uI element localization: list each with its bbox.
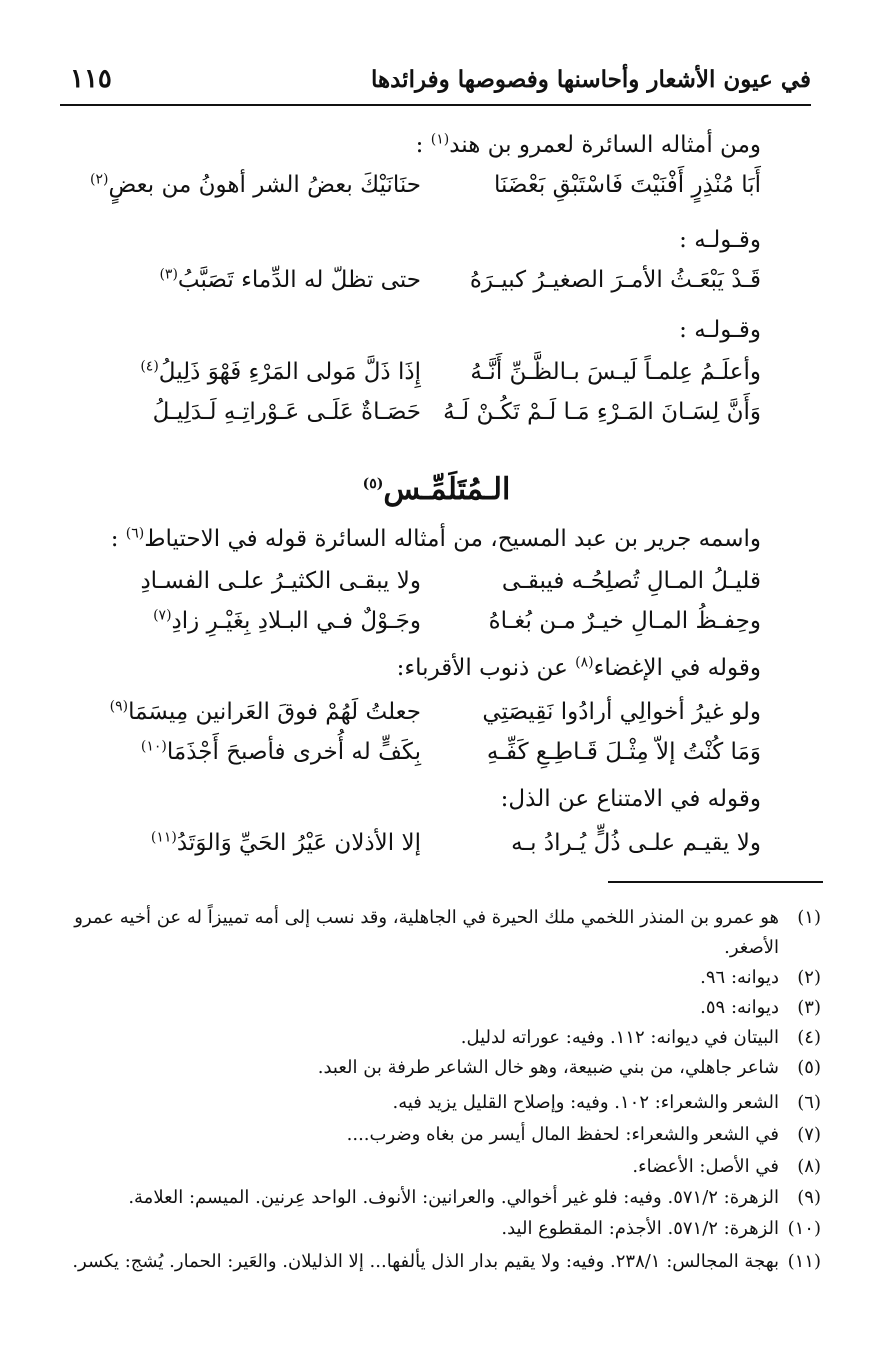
footnote-number: (٩) [797,1187,821,1208]
footnote-item [70,1120,821,1150]
verse-second-half-text: حتى تظلّ له الدِّماء تَصَبَّبُ [177,267,421,293]
footnote-text: البيتان في ديوانه: ١١٢. وفيه: عوراته لدليل. [460,1027,779,1048]
verse-first-half: ولو غيرُ أخوالِي أرادُوا نَقِيصَتِي [482,699,761,725]
footnote-ref: (١٠) [140,738,167,755]
section-heading [0,472,873,507]
verse-second-half [90,170,421,200]
footnote-text: في الأصل: الأعضاء. [632,1156,779,1177]
intro-line: وقـولـه : [679,317,761,343]
footnote-text: الزهرة: ٥٧١/٢. الأجذم: المقطوع اليد. [501,1218,779,1239]
verse-second-half-text: حنَانَيْكَ بعضُ الشر أهونُ من بعضٍ [108,172,421,198]
footnote-text: بهجة المجالس: ٢٣٨/١. وفيه: ولا يقيم بدار الذل يألفها... إلا الذليلان. والعَير: الحمار. يُشج: يكسر. [72,1251,779,1272]
footnote-ref: (١١) [150,829,177,846]
footnote-ref: (٣) [159,266,178,283]
footnote-number: (١١) [787,1251,821,1272]
footnote-item [70,1088,821,1118]
footnote-number: (٦) [797,1092,821,1113]
intro-text: ومن أمثاله السائرة لعمرو بن هند [449,132,761,158]
footnote-text: هو عمرو بن المنذر اللخمي ملك الحيرة في الجاهلية، وقد نسب إلى أمه تمييزاً له عن أخيه عمرو الأصغر. [74,907,779,958]
verse-first-half: قليـلُ المـالِ تُصلِحُـه فيبقـى [501,568,761,594]
footnote-item [70,1023,821,1053]
verse-second-half [96,828,421,858]
footnote-ref: (٦) [125,525,145,542]
footnote-item [70,993,821,1023]
verse-first-half: أَبَا مُنْذِرٍ أَفْنَيْتَ فَاسْتَبْقِ بَعْضَنَا [493,172,761,198]
intro-line [60,524,761,554]
verse-first-half: ولا يقيـم علـى ذُلٍّ يُـرادُ بـه [511,830,761,856]
verse-second-half [96,265,421,295]
footnote-number: (٧) [797,1124,821,1145]
footnote-number: (١٠) [787,1218,821,1239]
intro-tail: : [110,526,119,552]
footnote-item [70,1214,821,1244]
footnote-number: (٨) [797,1156,821,1177]
verse-second-half [96,697,421,727]
intro-line [60,653,761,683]
footnote-text: الزهرة: ٥٧١/٢. وفيه: فلو غير أخوالي. والعرانين: الأنوف. الواحد عِرنين. الميسم: العلامة. [128,1187,779,1208]
footnote-text: شاعر جاهلي، من بني ضبيعة، وهو خال الشاعر طرفة بن العبد. [317,1057,779,1078]
verse-second-half [96,737,421,767]
footnote-item [70,963,821,993]
verse-second-half-text: وجَـوْلٌ فـي البـلادِ بِغَيْـرِ زادِ [171,608,421,634]
footnote-number: (٤) [797,1027,821,1048]
verse-first-half: وَمَا كُنْتُ إلاّ مِثْـلَ قَـاطِـعِ كَفِّـهِ [486,739,761,765]
verse-second-half-text: إلا الأذلان عَيْرُ الحَيِّ وَالوَتَدُ [176,830,421,856]
verse-second-half [96,606,421,636]
verse-first-half: وأعلَـمُ عِلمـاً لَيـسَ بـالظَّـنِّ أَنَّـهُ [470,359,761,385]
footnote-number: (٥) [797,1057,821,1078]
verse-second-half-text: إِذَا ذَلَّ مَولى المَرْءِ فَهْوَ ذَلِيلُ [158,359,421,385]
footnote-text: ديوانه: ٩٦. [700,967,779,988]
intro-line: وقوله في الامتناع عن الذل: [500,786,761,812]
verse-second-half: حَصَـاةٌ عَلَـى عَـوْراتِـهِ لَـدَلِيـلُ [152,399,421,425]
running-header [60,58,811,106]
verse-first-half: وَأَنَّ لِسَـانَ المَـرْءِ مَـا لَـمْ تَكُـنْ لَـهُ [443,399,761,425]
footnote-text: في الشعر والشعراء: لحفظ المال أيسر من بغاه وضرب.... [346,1124,779,1145]
footnote-item [70,1247,821,1277]
verse-second-half-text: جعلتُ لَهُمْ فوقَ العَرانين مِيسَمَا [128,699,421,725]
footnote-item [70,1053,821,1083]
footnote-item [70,1183,821,1213]
section-heading-text: الـمُتَلَمِّـس [383,472,511,507]
footnote-number: (٢) [797,967,821,988]
intro-line [60,130,761,160]
footnote-ref: (٤) [140,358,159,375]
footnote-ref: (١) [430,131,450,148]
verse-second-half [96,357,421,387]
verse-first-half: وحِفـظُ المـالِ خيـرٌ مـن بُغـاهُ [488,608,761,634]
intro-tail: : [415,132,424,158]
intro-text: واسمه جرير بن عبد المسيح، من أمثاله السائرة قوله في الاحتياط [144,526,761,552]
intro-text: وقوله في الإغضاء [593,655,761,681]
intro-line: وقـولـه : [679,227,761,253]
verse-second-half: ولا يبقـى الكثيـرُ علـى الفسـادِ [140,568,421,594]
footnote-ref: (٩) [109,698,129,715]
footnote-ref: (٧) [153,607,172,624]
footnote-item [70,1152,821,1182]
verse-second-half-text: بِكَفٍّ له أُخرى فأصبحَ أَجْذَمَا [166,739,421,765]
footnote-text: ديوانه: ٥٩. [700,997,779,1018]
footnote-item [70,903,821,963]
footnote-text: الشعر والشعراء: ١٠٢. وفيه: وإصلاح القليل يزيد فيه. [392,1092,779,1113]
page-number: ١١٥ [70,64,112,94]
footnote-ref: (٥) [362,476,384,492]
verse-first-half: قَـدْ يَبْعَـثُ الأمـرَ الصغيـرُ كبيـرَهُ [469,267,761,293]
footnote-number: (١) [797,907,821,928]
running-title: في عيون الأشعار وأحاسنها وفصوصها وفرائدها [370,66,811,93]
footnote-ref: (٨) [575,654,594,671]
footnote-separator [608,881,823,883]
footnote-number: (٣) [797,997,821,1018]
intro-tail: عن ذنوب الأقرباء: [396,655,568,681]
footnote-ref: (٢) [90,171,109,188]
